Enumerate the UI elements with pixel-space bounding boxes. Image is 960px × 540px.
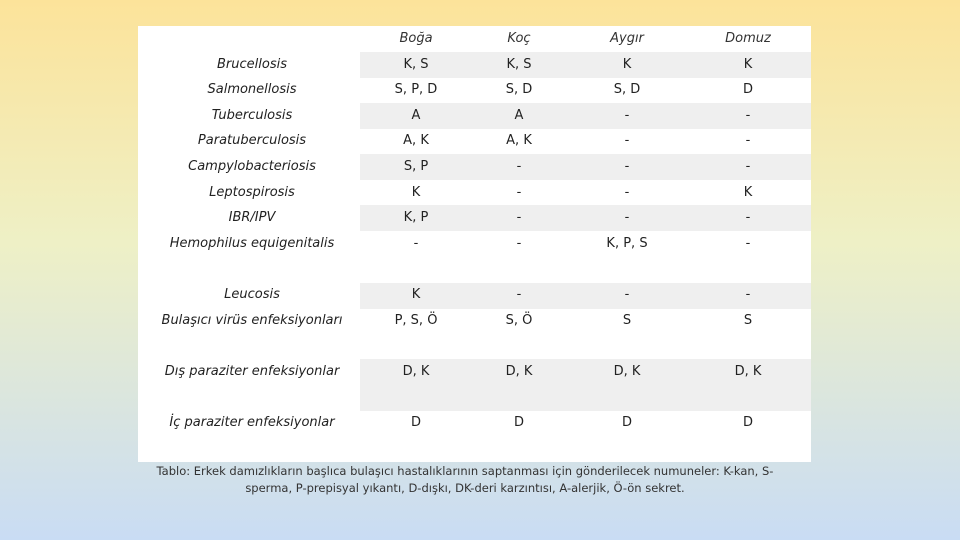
table-cell: D: [742, 82, 754, 97]
table-cell: -: [745, 108, 751, 123]
table-cell: -: [624, 210, 630, 225]
table-cell: -: [624, 287, 630, 302]
table-cell: S: [743, 313, 753, 328]
table-cell: -: [624, 108, 630, 123]
table-cell: S: [622, 313, 632, 328]
row-label: Leucosis: [224, 287, 280, 302]
table-cell: K, P, S: [606, 236, 648, 251]
table-cell: -: [745, 210, 751, 225]
column-header-domuz: Domuz: [725, 31, 771, 46]
row-label: Salmonellosis: [207, 82, 297, 97]
row-label: Brucellosis: [217, 57, 287, 72]
table-cell: -: [624, 159, 630, 174]
table-cell: K: [411, 287, 421, 302]
row-label: Bulaşıcı virüs enfeksiyonları: [161, 313, 343, 328]
table-cell: -: [745, 236, 751, 251]
table-cell: D: [410, 415, 422, 430]
table-cell: P, S, Ö: [394, 313, 438, 328]
table-cell: -: [745, 287, 751, 302]
table-cell: D: [621, 415, 633, 430]
table-cell: D, K: [613, 364, 641, 379]
table-cell: D, K: [734, 364, 762, 379]
table-cell: -: [516, 287, 522, 302]
table-cell: K: [743, 57, 753, 72]
table-cell: A, K: [506, 133, 532, 148]
table-cell: D, K: [402, 364, 430, 379]
row-label: Dış paraziter enfeksiyonlar: [164, 364, 340, 379]
table-cell: S, P: [403, 159, 429, 174]
row-label: Campylobacteriosis: [188, 159, 316, 174]
table-cell: K, P: [403, 210, 429, 225]
row-label: Hemophilus equigenitalis: [169, 236, 335, 251]
table-cell: S, P, D: [394, 82, 438, 97]
table-cell: -: [624, 185, 630, 200]
table-cell: -: [624, 133, 630, 148]
table-cell: -: [745, 159, 751, 174]
row-label: Leptospirosis: [209, 185, 295, 200]
table-caption: Tablo: Erkek damızlıkların başlıca bulaşıcı hastalıklarının saptanması için gönderilecek numuneler: K-kan, S-sperma, P-prepisyal yıkantı, D-dışkı, DK-deri karzıntısı, A-alerjik, Ö-ön sekret.: [156, 464, 774, 495]
table-cell: D, K: [505, 364, 533, 379]
column-header-aygir: Aygır: [610, 31, 644, 46]
row-label: IBR/IPV: [228, 210, 276, 225]
column-header-boga: Boğa: [399, 31, 433, 46]
row-stripe: [360, 283, 811, 309]
table-cell: D: [742, 415, 754, 430]
table-cell: -: [516, 236, 522, 251]
table-cell: S, D: [505, 82, 533, 97]
table-cell: D: [513, 415, 525, 430]
row-label: Tuberculosis: [211, 108, 293, 123]
table-cell: K: [743, 185, 753, 200]
table-cell: K, S: [506, 57, 532, 72]
table-cell: A: [411, 108, 421, 123]
table-cell: -: [516, 185, 522, 200]
row-label: İç paraziter enfeksiyonlar: [169, 415, 335, 430]
column-header-koc: Koç: [507, 31, 531, 46]
table-cell: S, D: [613, 82, 641, 97]
table-cell: K, S: [403, 57, 429, 72]
table-cell: -: [745, 133, 751, 148]
table-cell: -: [516, 210, 522, 225]
table-cell: -: [413, 236, 419, 251]
row-label: Paratuberculosis: [197, 133, 307, 148]
table-cell: -: [516, 159, 522, 174]
row-stripe: [360, 103, 811, 129]
table-cell: A, K: [403, 133, 429, 148]
table-cell: A: [514, 108, 524, 123]
table-cell: K: [622, 57, 632, 72]
table-cell: K: [411, 185, 421, 200]
table-cell: S, Ö: [505, 313, 533, 328]
